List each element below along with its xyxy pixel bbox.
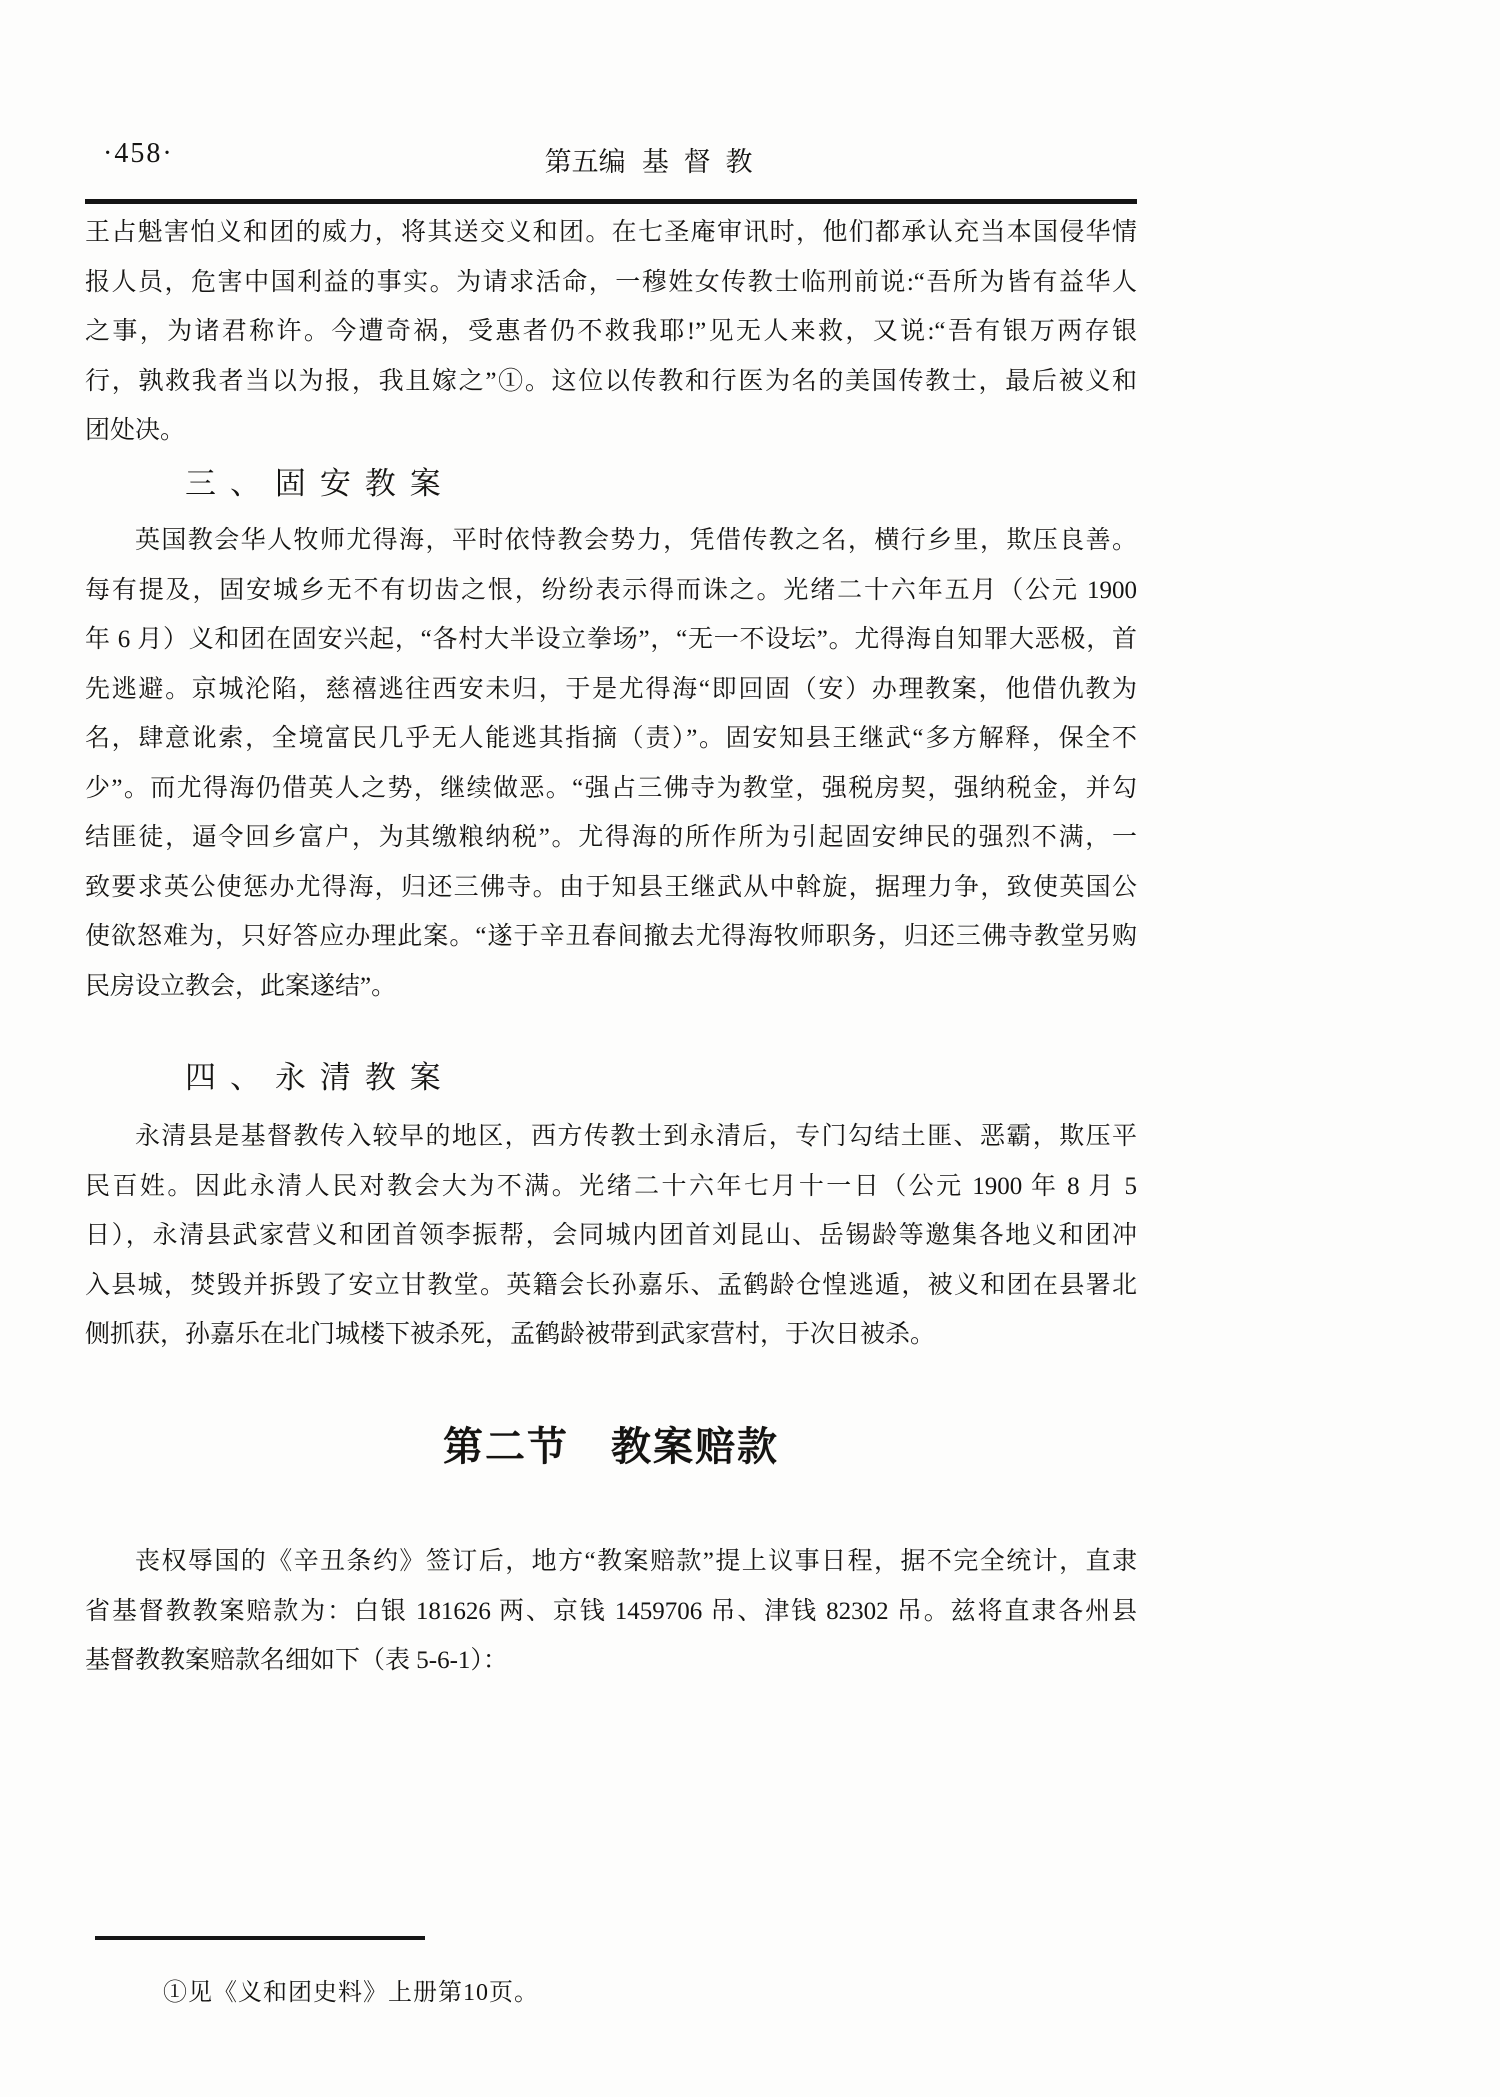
header-rule	[85, 199, 1137, 204]
text-line: 王占魁害怕义和团的威力，将其送交义和团。在七圣庵审讯时，他们都承认充当本国侵华情	[85, 219, 1137, 246]
text-line: 每有提及，固安城乡无不有切齿之恨，纷纷表示得而诛之。光绪二十六年五月（公元 1900	[85, 576, 1137, 604]
text-line: 之事，为诸君称许。今遭奇祸，受惠者仍不救我耶!”见无人来救，又说:“吾有银万两存银	[85, 318, 1137, 345]
text-line: 致要求英公使惩办尤得海，归还三佛寺。由于知县王继武从中斡旋，据理力争，致使英国公	[85, 873, 1137, 901]
text-line: 基督教教案赔款名细如下（表 5-6-1）：	[85, 1647, 508, 1674]
page-number: ·458·	[103, 138, 174, 169]
text-line: 使欲怒难为，只好答应办理此案。“遂于辛丑春间撤去尤得海牧师职务，归还三佛寺教堂另购	[85, 923, 1137, 950]
text-line: 丧权辱国的《辛丑条约》签订后，地方“教案赔款”提上议事日程，据不完全统计，直隶	[135, 1548, 1137, 1575]
text-line: 侧抓获，孙嘉乐在北门城楼下被杀死，孟鹤龄被带到武家营村，于次日被杀。	[85, 1321, 936, 1348]
text-line: 名，肆意讹索，全境富民几乎无人能逃其指摘（责）”。固安知县王继武“多方解释，保全不	[85, 725, 1137, 752]
section-heading-guan-case: 三、固安教案	[185, 466, 455, 501]
text-line: 行，孰救我者当以为报，我且嫁之”①。这位以传教和行医为名的美国传教士，最后被义和	[85, 367, 1137, 395]
text-line: 省基督教教案赔款为：白银 181626 两、京钱 1459706 吊、津钱 82302 吊。兹将直隶各州县	[85, 1597, 1137, 1625]
paragraph-yongqing-case	[85, 1112, 1137, 1360]
text-line: 日），永清县武家营义和团首领李振帮，会同城内团首刘昆山、岳锡龄等邀集各地义和团冲	[85, 1222, 1137, 1249]
footnote-text: ①见《义和团史料》上册第10页。	[163, 1980, 539, 2006]
paragraph-guan-case	[85, 516, 1137, 1011]
book-title-subject: 基督教	[641, 147, 768, 177]
text-line: 民百姓。因此永清人民对教会大为不满。光绪二十六年七月十一日（公元 1900 年 8 月 5	[85, 1172, 1137, 1200]
section-number: 第二节	[443, 1425, 569, 1469]
paragraph-indemnity	[85, 1537, 1137, 1686]
text-line: 报人员，危害中国利益的事实。为请求活命，一穆姓女传教士临刑前说:“吾所为皆有益华人	[85, 268, 1137, 296]
book-title-part: 第五编	[544, 147, 626, 177]
book-title	[85, 140, 1137, 179]
text-line: 永清县是基督教传入较早的地区，西方传教士到永清后，专门勾结土匪、恶霸，欺压平	[135, 1123, 1137, 1150]
text-line: 入县城，焚毁并拆毁了安立甘教堂。英籍会长孙嘉乐、孟鹤龄仓惶逃遁，被义和团在县署北	[85, 1271, 1137, 1299]
text-line: 英国教会华人牧师尤得海，平时依恃教会势力，凭借传教之名，横行乡里，欺压良善。	[135, 527, 1137, 554]
section-heading-indemnity	[85, 1415, 1137, 1472]
text-line: 少”。而尤得海仍借英人之势，继续做恶。“强占三佛寺为教堂，强税房契，强纳税金，并勾	[85, 774, 1137, 802]
paragraph-wang-zhankui	[85, 208, 1137, 456]
section-heading-yongqing-case: 四、永清教案	[185, 1060, 455, 1095]
section-title: 教案赔款	[611, 1425, 779, 1469]
text-line: 团处决。	[85, 417, 186, 444]
text-line: 先逃避。京城沦陷，慈禧逃往西安未归，于是尤得海“即回固（安）办理教案，他借仇教为	[85, 675, 1137, 703]
footnote-rule	[95, 1936, 425, 1940]
text-line: 结匪徒，逼令回乡富户，为其缴粮纳税”。尤得海的所作所为引起固安绅民的强烈不满，一	[85, 824, 1137, 851]
text-line: 民房设立教会，此案遂结”。	[85, 972, 397, 1000]
running-header	[85, 138, 1137, 182]
text-line: 年 6 月）义和团在固安兴起，“各村大半设立拳场”，“无一不设坛”。尤得海自知罪大恶极，首	[85, 626, 1137, 653]
